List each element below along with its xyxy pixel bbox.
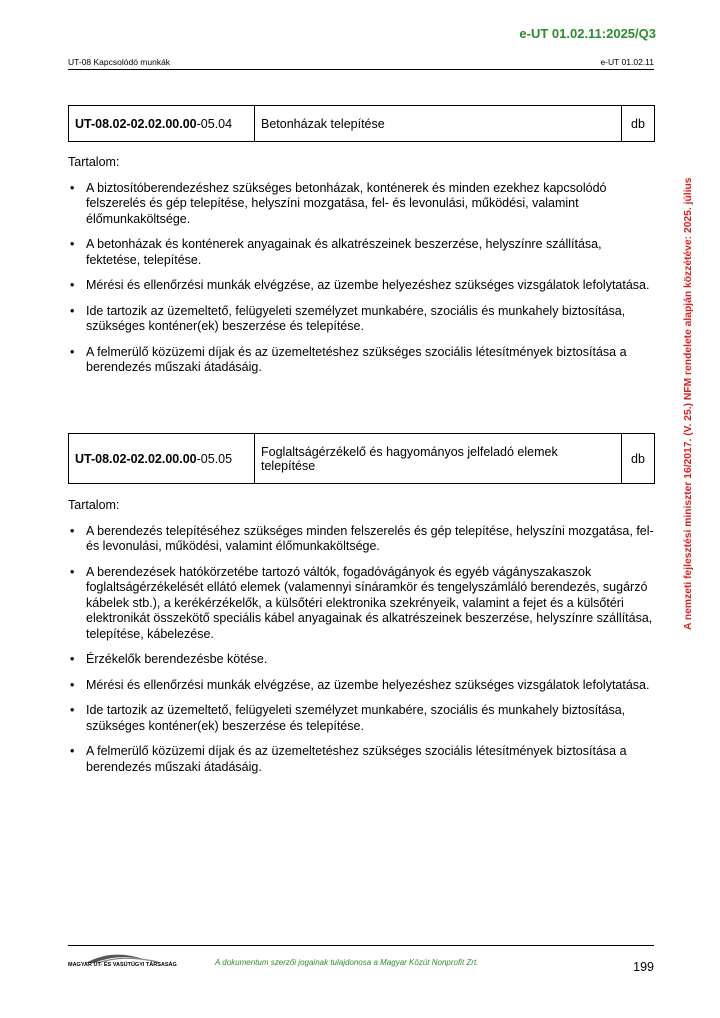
document-code: e-UT 01.02.11:2025/Q3 xyxy=(519,26,656,41)
item-table-1 xyxy=(68,105,655,142)
list-item: • A berendezés telepítéséhez szükséges minden felszerelés és gép telepítése, helyszíni mozgatása, fel- és levonulási, működési, valamint élőmunkaköltsége. xyxy=(70,523,654,553)
item-name: Foglaltságérzékelő és hagyományos jelfeladó elemek telepítése xyxy=(255,434,622,484)
item-content-2 xyxy=(68,498,658,785)
copyright-notice: A dokumentum szerzői jogainak tulajdonosa a Magyar Közút Nonprofit Zrt. xyxy=(215,958,479,967)
running-header-left: UT-08 Kapcsolódó munkák xyxy=(68,57,171,67)
item-content-1 xyxy=(68,155,658,386)
list-item: • Mérési és ellenőrzési munkák elvégzése, az üzembe helyezéshez szükséges vizsgálatok lefolytatása. xyxy=(70,677,650,692)
page-number: 199 xyxy=(633,960,654,974)
list-item: • Ide tartozik az üzemeltető, felügyeleti személyzet munkabére, szociális és munkahely biztosítása, szükséges konténer(ek) beszerzése és telepítése. xyxy=(70,703,626,733)
running-header-right: e-UT 01.02.11 xyxy=(600,57,654,67)
content-title: Tartalom: xyxy=(68,155,120,169)
list-item: • A felmerülő közüzemi díjak és az üzemeltetéshez szükséges szociális létesítmények biztosítása a berendezés műszaki átadásáig. xyxy=(70,744,627,774)
item-name: Betonházak telepítése xyxy=(255,106,622,142)
logo-text: MAGYAR ÚT- ÉS VASÚTÜGYI TÁRSASÁG xyxy=(68,962,177,968)
list-item: • Érzékelők berendezésbe kötése. xyxy=(70,652,268,666)
item-code: UT-08.02-02.02.00.00-05.05 xyxy=(69,434,255,484)
running-header xyxy=(68,57,654,70)
side-publication-note: A nemzeti fejlesztési miniszter 16/2017. (V. 25.) NFM rendelete alapján közzétéve: 2025. július xyxy=(683,177,694,630)
item-unit: db xyxy=(622,106,655,142)
bullet-list xyxy=(68,181,658,376)
list-item: • A betonházak és konténerek anyagainak és alkatrészeinek beszerzése, helyszínre szállítása, fektetése, telepítése. xyxy=(70,237,602,267)
company-logo-icon xyxy=(68,950,168,972)
item-code: UT-08.02-02.02.00.00-05.04 xyxy=(69,106,255,142)
footer-divider xyxy=(68,945,654,946)
content-title: Tartalom: xyxy=(68,498,120,512)
item-unit: db xyxy=(622,434,655,484)
list-item: • A berendezések hatókörzetébe tartozó váltók, fogadóvágányok és egyéb vágányszakaszok foglaltságérzékelését ellátó elemek (valamennyi sínáramkör és tengelyszámláló berendezés, sugárzó kábelek stb.), a kerékérzékelők, a külsőtéri elektronika szekrényeik, valamint a fejet és a külsőtéri elektronikát összekötő speciális kábel anyagainak és alkatrészeinek beszerzése, helyszínre szállítása, telepítése, kábelezése. xyxy=(70,564,653,641)
list-item: • A felmerülő közüzemi díjak és az üzemeltetéshez szükséges szociális létesítmények biztosítása a berendezés műszaki átadásáig. xyxy=(70,344,627,374)
bullet-list xyxy=(68,524,658,776)
item-table-2 xyxy=(68,433,655,484)
list-item: • Mérési és ellenőrzési munkák elvégzése, az üzembe helyezéshez szükséges vizsgálatok lefolytatása. xyxy=(70,278,650,292)
list-item: • Ide tartozik az üzemeltető, felügyeleti személyzet munkabére, szociális és munkahely biztosítása, szükséges konténer(ek) beszerzése és telepítése. xyxy=(70,303,626,333)
list-item: • A biztosítóberendezéshez szükséges betonházak, konténerek és minden ezekhez kapcsolódó felszerelés és gép telepítése, helyszíni mozgatása, fel- és levonulási, működési, valamint élőmunkaköltsége. xyxy=(70,180,607,226)
